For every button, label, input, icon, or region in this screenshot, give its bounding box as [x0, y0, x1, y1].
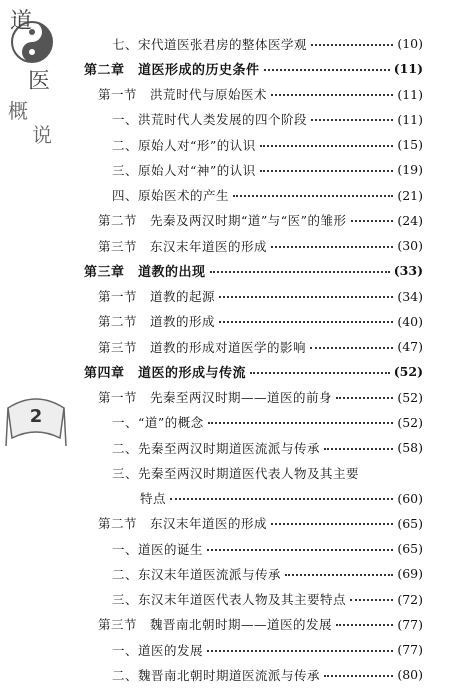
dot-leader	[264, 69, 390, 71]
toc-entry	[0, 460, 451, 485]
toc-entry-page: (80)	[397, 667, 423, 683]
toc-entry-page: (65)	[397, 541, 423, 557]
toc-entry	[0, 662, 451, 687]
toc-entry-page: (11)	[393, 61, 423, 77]
toc-entry-title: 第一节 先秦至两汉时期——道医的前身	[98, 390, 333, 406]
toc-entry-page: (19)	[397, 162, 423, 178]
toc-entry	[0, 258, 451, 283]
table-of-contents	[0, 31, 451, 688]
toc-entry	[0, 435, 451, 460]
toc-entry	[0, 157, 451, 182]
toc-entry	[0, 587, 451, 612]
toc-entry-title: 第一节 道教的起源	[98, 289, 216, 305]
toc-entry-page: (33)	[393, 263, 423, 279]
toc-entry-title: 第三节 东汉末年道医的形成	[98, 238, 268, 254]
toc-entry-page: (52)	[397, 414, 423, 430]
dot-leader	[311, 44, 393, 46]
toc-entry-title: 一、道医的发展	[112, 642, 204, 658]
toc-entry-title: 三、先秦至两汉时期道医代表人物及其主要	[112, 465, 360, 481]
toc-entry-page: (52)	[397, 389, 423, 405]
dot-leader	[210, 271, 390, 273]
toc-entry-title: 特点	[140, 491, 167, 507]
toc-entry	[0, 31, 451, 56]
dot-leader	[351, 220, 394, 222]
toc-entry	[0, 107, 451, 132]
dot-leader	[310, 347, 393, 349]
toc-entry-page: (40)	[397, 313, 423, 329]
toc-entry-title: 四、原始医术的产生	[112, 188, 230, 204]
toc-entry-page: (10)	[397, 36, 423, 52]
toc-entry-title: 二、魏晋南北朝时期道医流派与传承	[112, 667, 321, 683]
toc-entry	[0, 536, 451, 561]
toc-entry	[0, 233, 451, 258]
toc-entry-page: (34)	[397, 288, 423, 304]
dot-leader	[271, 523, 393, 525]
dot-leader	[324, 448, 393, 450]
toc-entry	[0, 183, 451, 208]
toc-entry	[0, 82, 451, 107]
toc-entry-page: (60)	[397, 490, 423, 506]
toc-entry-title: 一、道医的诞生	[112, 541, 204, 557]
dot-leader	[207, 650, 393, 652]
toc-entry-page: (72)	[397, 591, 423, 607]
toc-entry-title: 第二节 先秦及两汉时期“道”与“医”的雏形	[98, 213, 347, 229]
toc-entry-page: (52)	[393, 364, 423, 380]
dot-leader	[311, 119, 393, 121]
toc-entry	[0, 561, 451, 586]
toc-entry-page: (30)	[397, 238, 423, 254]
toc-entry-page: (47)	[397, 339, 423, 355]
toc-entry-title: 第一节 洪荒时代与原始医术	[98, 87, 268, 103]
toc-entry	[0, 334, 451, 359]
dot-leader	[219, 321, 393, 323]
toc-entry-title: 第三节 道教的形成对道医学的影响	[98, 339, 307, 355]
toc-entry	[0, 132, 451, 157]
dot-leader	[260, 145, 394, 147]
toc-entry-title: 第三节 魏晋南北朝时期——道医的发展	[98, 617, 333, 633]
dot-leader	[208, 422, 394, 424]
toc-entry-title: 三、原始人对“神”的认识	[112, 162, 256, 178]
dot-leader	[271, 94, 393, 96]
toc-entry-page: (21)	[397, 187, 423, 203]
logo-char-4: 说	[32, 123, 52, 147]
toc-entry	[0, 410, 451, 435]
toc-entry	[0, 56, 451, 81]
toc-entry	[0, 284, 451, 309]
logo-char-2: 医	[28, 69, 51, 94]
toc-entry-title: 第四章 道医的形成与传流	[84, 366, 247, 382]
toc-entry-page: (69)	[397, 566, 423, 582]
dot-leader	[170, 498, 393, 500]
logo-char-1: 道	[10, 9, 33, 34]
toc-entry	[0, 511, 451, 536]
toc-entry	[0, 486, 451, 511]
toc-entry-page: (11)	[397, 86, 423, 102]
dot-leader	[285, 574, 393, 576]
dot-leader	[336, 397, 393, 399]
toc-entry	[0, 637, 451, 662]
dot-leader	[324, 675, 393, 677]
toc-entry-title: 三、东汉末年道医代表人物及其主要特点	[112, 592, 347, 608]
toc-entry	[0, 208, 451, 233]
toc-entry-title: 第三章 道教的出现	[84, 265, 206, 281]
toc-entry-page: (11)	[397, 111, 423, 127]
dot-leader	[219, 296, 393, 298]
toc-entry-page: (58)	[397, 440, 423, 456]
toc-entry	[0, 612, 451, 637]
toc-entry-title: 七、宋代道医张君房的整体医学观	[112, 36, 308, 52]
dot-leader	[260, 170, 394, 172]
toc-entry-title: 第二章 道医形成的历史条件	[84, 63, 260, 79]
toc-entry	[0, 385, 451, 410]
dot-leader	[350, 599, 393, 601]
toc-entry-title: 第二节 东汉末年道医的形成	[98, 516, 268, 532]
dot-leader	[250, 372, 390, 374]
toc-entry-page: (77)	[397, 642, 423, 658]
toc-entry-page: (24)	[397, 212, 423, 228]
toc-entry	[0, 309, 451, 334]
toc-entry-title: 一、洪荒时代人类发展的四个阶段	[112, 112, 308, 128]
toc-entry-title: 二、先秦至两汉时期道医流派与传承	[112, 440, 321, 456]
page-number: 2	[29, 406, 43, 427]
toc-entry-page: (65)	[397, 515, 423, 531]
dot-leader	[207, 549, 393, 551]
toc-entry-title: 一、“道”的概念	[112, 415, 204, 431]
toc-entry-page: (15)	[397, 137, 423, 153]
toc-entry-page: (77)	[397, 616, 423, 632]
dot-leader	[233, 195, 393, 197]
toc-entry-title: 第二节 道教的形成	[98, 314, 216, 330]
toc-entry-title: 二、原始人对“形”的认识	[112, 137, 256, 153]
logo-char-3: 概	[8, 99, 28, 123]
dot-leader	[336, 624, 393, 626]
dot-leader	[271, 246, 393, 248]
toc-entry	[0, 359, 451, 384]
toc-entry-title: 二、东汉末年道医流派与传承	[112, 566, 282, 582]
